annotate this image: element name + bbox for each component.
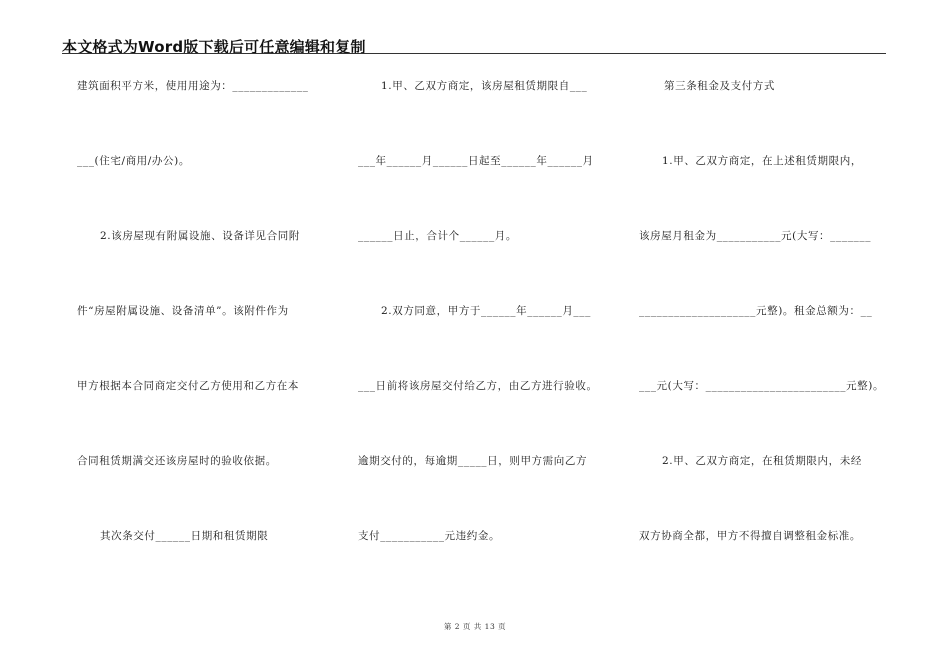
col1-line-1: 建筑面积平方米，使用用途为：_____________ xyxy=(77,80,309,92)
col3-line-3: 该房屋月租金为___________元(大写：_______ xyxy=(639,230,872,242)
col1-line-6: 合同租赁期满交还该房屋时的验收依据。 xyxy=(77,455,277,467)
col2-line-3: ______日止，合计个______月。 xyxy=(358,230,517,242)
col3-line-6: 2.甲、乙双方商定，在租赁期限内，未经 xyxy=(662,455,862,467)
col3-line-5: ___元(大写：________________________元整)。 xyxy=(639,380,885,392)
col3-line-2: 1.甲、乙双方商定，在上述租赁期限内， xyxy=(662,155,862,167)
col1-line-2: ___(住宅/商用/办公)。 xyxy=(77,155,190,167)
col2-line-6: 逾期交付的，每逾期_____日，则甲方需向乙方 xyxy=(358,455,588,467)
col2-line-2: ___年______月______日起至______年______月 xyxy=(358,155,594,167)
col2-line-1: 1.甲、乙双方商定，该房屋租赁期限自___ xyxy=(381,80,588,92)
col1-line-5: 甲方根据本合同商定交付乙方使用和乙方在本 xyxy=(77,380,299,392)
col1-line-3: 2.该房屋现有附属设施、设备详见合同附 xyxy=(100,230,300,242)
header-divider xyxy=(62,53,886,54)
col1-line-4: 件“房屋附属设施、设备清单”。该附件作为 xyxy=(77,305,289,317)
col3-line-4: ____________________元整)。租金总额为：__ xyxy=(639,305,873,317)
col2-line-7: 支付___________元违约金。 xyxy=(358,530,501,542)
col2-line-4: 2.双方同意，甲方于______年______月___ xyxy=(381,305,591,317)
col2-line-5: ___日前将该房屋交付给乙方，由乙方进行验收。 xyxy=(358,380,598,392)
page-number-footer: 第 2 页 共 13 页 xyxy=(443,622,507,631)
col3-line-7: 双方协商全都，甲方不得擅自调整租金标准。 xyxy=(639,530,861,542)
col3-line-1: 第三条租金及支付方式 xyxy=(664,80,775,92)
col1-line-7: 其次条交付______日期和租赁期限 xyxy=(100,530,269,542)
document-header-title: 本文格式为Word版下载后可任意编辑和复制 xyxy=(62,38,366,56)
